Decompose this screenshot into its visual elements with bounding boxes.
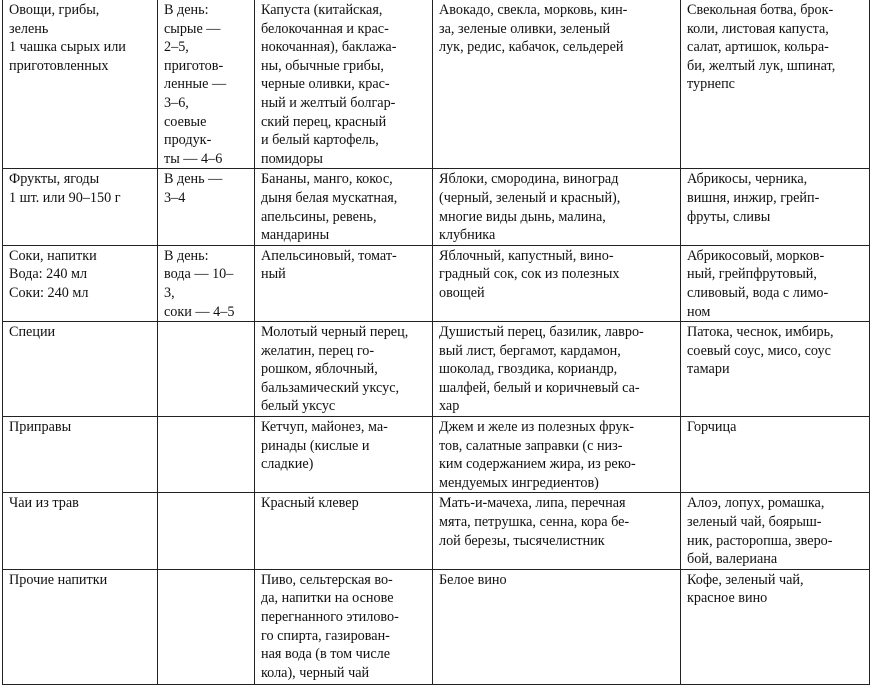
list-cell-3: Горчица <box>681 417 870 493</box>
list-cell-3: Кофе, зеленый чай, красное вино <box>681 569 870 684</box>
portion-cell <box>158 417 255 493</box>
list-cell-2: Душистый перец, базилик, лавро- вый лист, бергамот, кардамон, шоколад, гвоздика, кориандр, шалфей, белый и коричневый са- хар <box>433 322 681 417</box>
category-cell: Чаи из трав <box>3 493 158 569</box>
list-cell-2: Яблочный, капустный, вино- градный сок, сок из полезных овощей <box>433 245 681 321</box>
category-cell: Соки, напитки Вода: 240 мл Соки: 240 мл <box>3 245 158 321</box>
portion-cell <box>158 322 255 417</box>
list-cell-2: Джем и желе из полезных фрук- тов, салатные заправки (с низ- ким содержанием жира, из реко- мендуемых ингредиентов) <box>433 417 681 493</box>
food-compatibility-table <box>2 0 870 685</box>
list-cell-3: Абрикосовый, морков- ный, грейпфрутовый, сливовый, вода с лимо- ном <box>681 245 870 321</box>
table-row <box>3 245 870 321</box>
table-row <box>3 417 870 493</box>
table-row <box>3 569 870 684</box>
portion-cell: В день: сырые — 2–5, приготов- ленные — 3–6, соевые продук- ты — 4–6 <box>158 0 255 169</box>
list-cell-2: Яблоки, смородина, виноград (черный, зеленый и красный), многие виды дынь, малина, клубника <box>433 169 681 245</box>
list-cell-3: Патока, чеснок, имбирь, соевый соус, мисо, соус тамари <box>681 322 870 417</box>
list-cell-3: Алоэ, лопух, ромашка, зеленый чай, боярыш- ник, расторопша, зверо- бой, валериана <box>681 493 870 569</box>
portion-cell: В день — 3–4 <box>158 169 255 245</box>
list-cell-2: Мать-и-мачеха, липа, перечная мята, петрушка, сенна, кора бе- лой березы, тысячелистник <box>433 493 681 569</box>
table-row <box>3 0 870 169</box>
list-cell-3: Свекольная ботва, брок- коли, листовая капуста, салат, артишок, кольра- би, желтый лук, шпинат, турнепс <box>681 0 870 169</box>
portion-cell: В день: вода — 10– 3, соки — 4–5 <box>158 245 255 321</box>
category-cell: Овощи, грибы, зелень 1 чашка сырых или приготовленных <box>3 0 158 169</box>
list-cell-1: Красный клевер <box>255 493 433 569</box>
category-cell: Специи <box>3 322 158 417</box>
list-cell-2: Авокадо, свекла, морковь, кин- за, зеленые оливки, зеленый лук, редис, кабачок, сельдерей <box>433 0 681 169</box>
category-cell: Фрукты, ягоды 1 шт. или 90–150 г <box>3 169 158 245</box>
table-row <box>3 169 870 245</box>
table-row <box>3 322 870 417</box>
portion-cell <box>158 569 255 684</box>
list-cell-1: Бананы, манго, кокос, дыня белая мускатная, апельсины, ревень, мандарины <box>255 169 433 245</box>
list-cell-1: Пиво, сельтерская во- да, напитки на основе перегнанного этилово- го спирта, газирован- ная вода (в том числе кола), черный чай <box>255 569 433 684</box>
list-cell-3: Абрикосы, черника, вишня, инжир, грейп- фруты, сливы <box>681 169 870 245</box>
list-cell-1: Капуста (китайская, белокочанная и крас- нокочанная), баклажа- ны, обычные грибы, черные оливки, крас- ный и желтый болгар- ский перец, красный и белый картофель, помидоры <box>255 0 433 169</box>
list-cell-1: Кетчуп, майонез, ма- ринады (кислые и сладкие) <box>255 417 433 493</box>
category-cell: Прочие напитки <box>3 569 158 684</box>
category-cell: Приправы <box>3 417 158 493</box>
list-cell-1: Апельсиновый, томат- ный <box>255 245 433 321</box>
list-cell-2: Белое вино <box>433 569 681 684</box>
list-cell-1: Молотый черный перец, желатин, перец го- рошком, яблочный, бальзамический уксус, белый уксус <box>255 322 433 417</box>
table-row <box>3 493 870 569</box>
portion-cell <box>158 493 255 569</box>
